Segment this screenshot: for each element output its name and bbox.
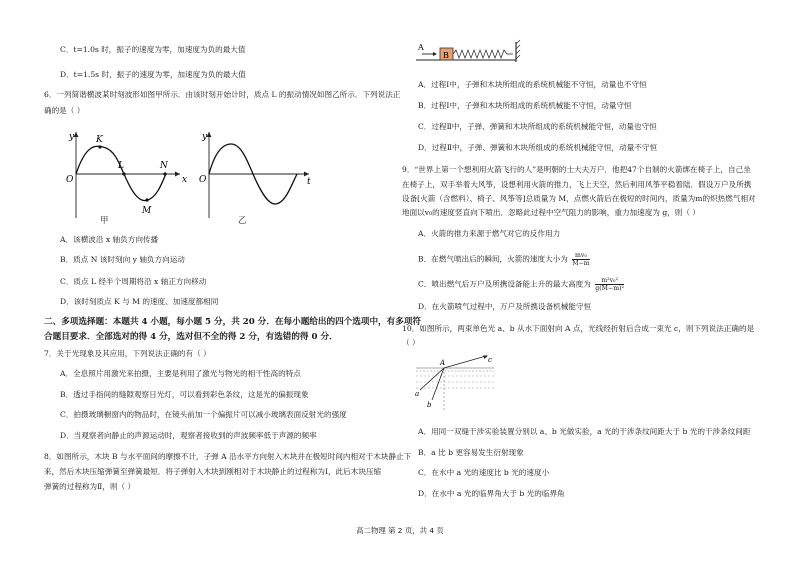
q6-option-d: D．该时刻质点 K 与 M 的速度、加速度都相同: [60, 297, 219, 306]
bullet-block-figure: [416, 38, 526, 66]
label-point-a: A: [440, 359, 446, 367]
q8-stem-line2: 来，然后木块压缩弹簧至弹簧最短．将子弹射入木块到刚相对于木块静止的过程称为Ⅰ，此后木块压缩: [44, 467, 382, 476]
q9-option-b-text: B．在燃气喷出后的瞬间，火箭的速度大小为: [418, 254, 568, 264]
label-n: N: [160, 161, 168, 171]
label-c: c: [488, 356, 492, 364]
point-m: [145, 198, 148, 201]
q8-stem-line1: 8．如图所示，木块 B 与水平面间的摩擦不计，子弹 A 沿水平方向射入木块并在极短时间内相对于木块静止下: [44, 452, 412, 461]
label-m: M: [142, 206, 152, 216]
q6-option-a: A．该横波沿 x 轴负方向传播: [60, 235, 159, 244]
y-arrow: [74, 132, 79, 137]
q9-option-c-fraction: [595, 277, 624, 292]
ray-c: [444, 356, 486, 368]
y-arrow-yi: [207, 132, 212, 137]
q9-stem-line2: 在椅子上，双手举着大风筝，设想利用火箭的推力，飞上天空，然后利用风筝平稳着陆．假设万户及所携: [402, 180, 752, 189]
q6-option-c: C．质点 L 经半个周期将沿 x 轴正方向移动: [60, 277, 207, 286]
q9-option-d: D．在火箭喷气过程中，万户及所携设备机械能守恒: [418, 302, 592, 311]
label-l: L: [118, 161, 124, 171]
point-k: [98, 145, 101, 148]
ray-b: [432, 368, 444, 400]
point-n: [163, 172, 166, 175]
label-y-yi: y: [202, 132, 208, 142]
label-a: a: [415, 390, 420, 398]
q8-option-c: C．过程Ⅱ中，子弹、弹簧和木块所组成的系统机械能守恒，动量也守恒: [418, 122, 657, 131]
q8-option-d: D．过程Ⅱ中，子弹、弹簧和木块所组成的系统机械能守恒，动量不守恒: [418, 143, 658, 152]
q8-option-a: A．过程Ⅰ中，子弹和木块所组成的系统机械能不守恒，动量也不守恒: [418, 80, 647, 89]
q8-stem-line3: 弹簧的过程称为Ⅱ，则（ ）: [44, 482, 136, 491]
point-l: [122, 172, 125, 175]
ray-a: [420, 368, 444, 390]
q6-stem-line2: 确的是（ ）: [44, 106, 85, 115]
figure-caption-yi: 乙: [238, 215, 247, 225]
q10-option-c: C．在水中 a 光的速度比 b 光的速度小: [418, 468, 550, 477]
q9-option-b-fraction: [572, 252, 589, 267]
q9-stem-line4: 地面以v₀的速度竖直向下喷出．忽略此过程中空气阻力的影响，重力加速度为 g，则（ ）: [402, 208, 700, 217]
q9-option-c-text: C．喷出燃气后万户及所携设备能上升的最大高度为: [418, 279, 591, 289]
q7-stem: 7．关于光现象及其应用，下列说法正确的有（ ）: [44, 349, 211, 358]
fraction-denominator: g(M−m)²: [595, 285, 624, 292]
label-o-yi: O: [199, 175, 207, 185]
q9-option-c: [418, 277, 624, 292]
q10-option-d: D．在水中 a 光的临界角大于 b 光的临界角: [418, 489, 565, 498]
spring: [453, 50, 513, 58]
q7-option-c: C．拍摄玻璃橱窗内的物品时，在镜头前加一个偏振片可以减小玻璃表面反射光的强度: [60, 410, 347, 419]
q10-stem-line2: （ ）: [402, 338, 420, 347]
q9-stem-line3: 设备[火箭（含燃料）、椅子、风筝等]总质量为 M，点燃火箭后在极短的时间内，质量为m的炽热燃气相对: [402, 194, 756, 203]
fraction-numerator: mv₀: [572, 252, 589, 260]
label-b: b: [427, 401, 432, 409]
q7-option-a: A．全息照片用激光来拍摄，主要是利用了激光与物光的相干性高的特点: [60, 369, 301, 378]
refraction-figure: [414, 352, 504, 416]
wave-curve: [76, 146, 166, 200]
figure-caption-jia: 甲: [100, 215, 109, 225]
wave-figure-jia: [62, 126, 202, 226]
q10-stem-line1: 10．如图所示，两束单色光 a、b 从水下面射向 A 点，光线经折射后合成一束光 c，则下列说法正确的是: [402, 324, 755, 333]
q9-stem-line1: 9．“世界上第一个想利用火箭飞行的人”是明朝的士大夫万户．他把47个自制的火箭绑在椅子上，自己坐: [402, 165, 751, 174]
label-t: t: [307, 177, 311, 187]
q9-option-a: A．火箭的推力来源于燃气对它的反作用力: [418, 229, 561, 238]
label-y: y: [69, 132, 75, 142]
q6-stem-line1: 6．一列简谐横波某时刻波形如图甲所示．由该时刻开始计时，质点 L 的振动情况如图乙所示．下列说法正: [44, 90, 401, 99]
label-x: x: [182, 175, 188, 185]
q5-option-c: C．t=1.0s 时，振子的速度为零，加速度为负的最大值: [60, 45, 246, 54]
q9-option-b: [418, 252, 590, 267]
q5-option-d: D．t=1.5s 时，振子的速度为零，加速度为负的最大值: [60, 70, 246, 79]
section2-heading-line2: 合题目要求．全部选对的得 4 分，选对但不全的得 2 分，有选错的得 0 分．: [44, 332, 338, 342]
q10-option-b: B．a 比 b 更容易发生衍射现象: [418, 448, 524, 457]
fraction-denominator: M−m: [572, 260, 590, 267]
q8-option-b: B．过程Ⅰ中，子弹和木块所组成的系统机械能不守恒，动量守恒: [418, 101, 632, 110]
section2-heading-line1: 二、多项选择题：本题共 4 小题，每小题 5 分，共 20 分．在每小题给出的四个选项中，有多项符: [44, 317, 422, 327]
vibration-figure-yi: [197, 126, 317, 226]
label-k: K: [96, 135, 103, 145]
q6-option-b: B．质点 N 该时刻向 y 轴负方向运动: [60, 255, 185, 264]
label-o: O: [66, 175, 74, 185]
q7-option-d: D．当观察者向静止的声源运动时，观察者接收到的声波频率低于声源的频率: [60, 431, 317, 440]
q7-option-b: B．透过手指间的缝隙观察日光灯，可以看到彩色条纹，这是光的偏振现象: [60, 390, 309, 399]
page-footer: 高二物理 第 2 页，共 4 页: [356, 526, 444, 535]
x-arrow: [175, 172, 180, 177]
label-bullet-a: A: [418, 43, 424, 52]
t-arrow: [304, 172, 309, 177]
fraction-numerator: m²v₀²: [595, 277, 624, 285]
q10-option-a: A．用同一双缝干涉实验装置分别以 a、b 光做实验，a 光的干涉条纹间距大于 b 光的干涉条纹间距: [418, 427, 751, 436]
label-block-b: B: [443, 51, 449, 60]
